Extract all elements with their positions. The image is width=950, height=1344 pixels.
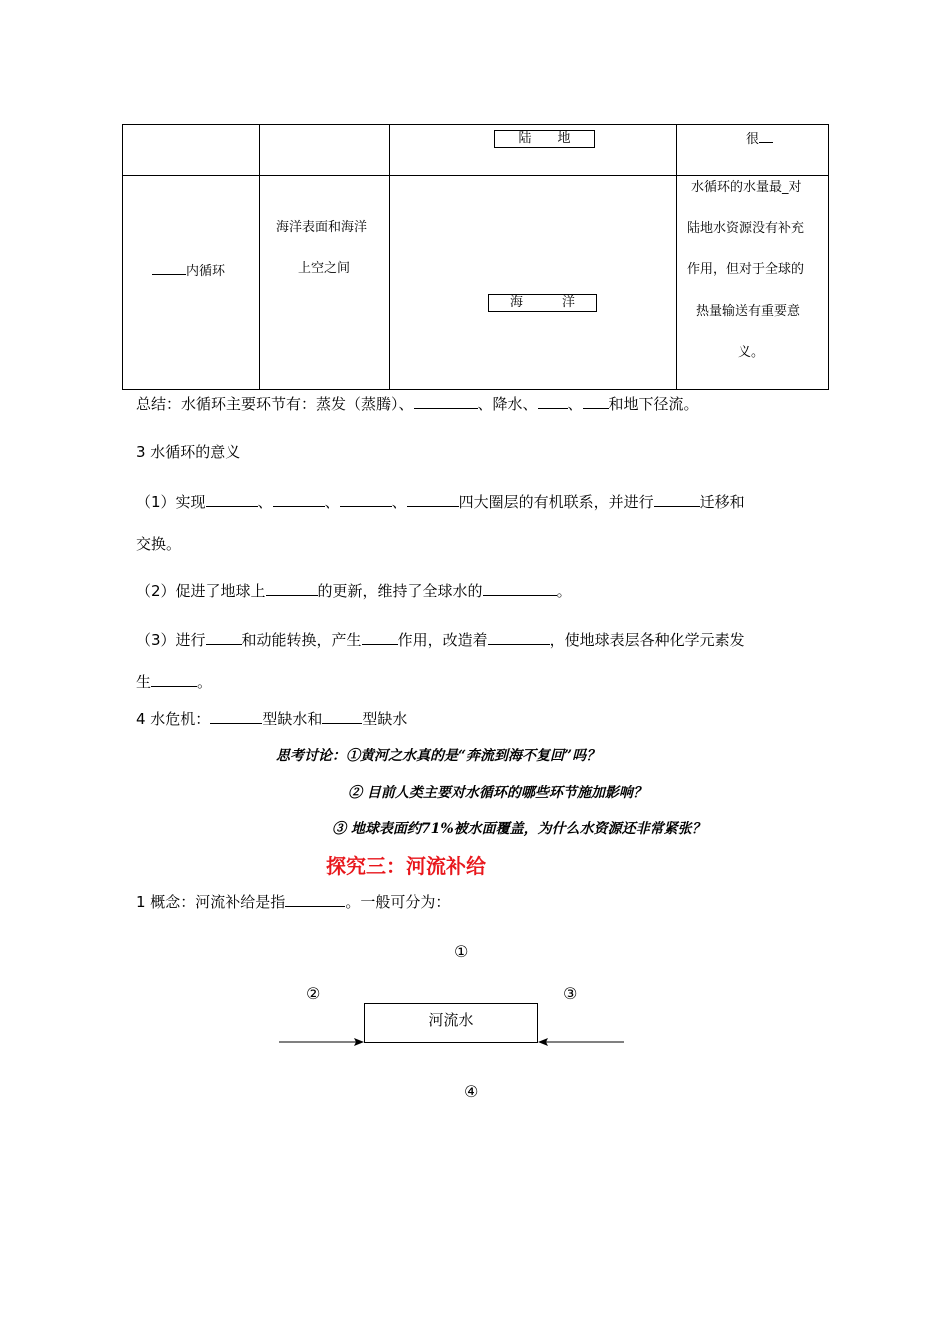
mark-4: ④	[464, 1082, 479, 1101]
row2-col4-line: 陆地水资源没有补充	[687, 221, 805, 236]
text: 四大圈层的有机联系，并进行	[458, 493, 654, 511]
text: ，使地球表层各种化学元素发	[549, 631, 745, 649]
text: 和动能转换，产生	[241, 631, 362, 649]
text: 、	[391, 493, 407, 511]
text: 、	[324, 493, 340, 511]
text: 作用，改造着	[397, 631, 488, 649]
row2-col2-line2: 上空之间	[298, 261, 351, 276]
text: 迁移和	[699, 493, 745, 511]
text: 。	[197, 673, 213, 691]
discussion-q2: ② 目前人类主要对水循环的哪些环节施加影响？	[348, 785, 647, 801]
text: 型缺水和	[262, 710, 323, 728]
summary-suffix: 和地下径流。	[608, 395, 699, 413]
ocean-label-box: 海 洋	[488, 294, 597, 312]
sec3-heading: 3 水循环的意义	[136, 443, 241, 461]
river-water-label: 河流水	[428, 1011, 474, 1029]
text: 的更新，维持了全球水的	[317, 582, 483, 600]
row2-col4-line: 热量输送有重要意	[696, 304, 801, 319]
discussion-q1: 思考讨论：①黄河之水真的是“奔流到海不复回”吗？	[276, 748, 601, 764]
row1-col4-word: 很	[746, 132, 760, 147]
inner-cycle-suffix: 内循环	[186, 264, 226, 279]
text: 4 水危机：	[136, 710, 211, 728]
section-title: 探究三：河流补给	[326, 854, 486, 878]
text: 。一般可分为：	[345, 893, 451, 911]
text: 生	[136, 673, 152, 691]
text: （1）实现	[136, 493, 206, 511]
text: 型缺水	[362, 710, 408, 728]
summary-sep1: 、降水、	[477, 395, 538, 413]
sec3-p1-line2: 交换。	[136, 535, 182, 553]
text: （2）促进了地球上	[136, 582, 266, 600]
mark-2: ②	[306, 984, 321, 1003]
land-label-box: 陆 地	[494, 130, 595, 148]
mark-1: ①	[454, 942, 469, 961]
discussion-q3: ③ 地球表面约71%被水面覆盖，为什么水资源还非常紧张？	[332, 821, 706, 837]
row2-col4-line: 作用，但对于全球的	[687, 262, 805, 277]
row2-col4-line: 义。	[738, 345, 765, 360]
row2-col2-line1: 海洋表面和海洋	[276, 220, 368, 235]
text: 、	[257, 493, 273, 511]
text: 。	[556, 582, 572, 600]
summary-prefix: 总结：水循环主要环节有：蒸发（蒸腾）、	[136, 395, 414, 413]
row2-col4-line: 水循环的水量最_对	[691, 180, 802, 195]
text: 1 概念：河流补给是指	[136, 893, 286, 911]
mark-3: ③	[563, 984, 578, 1003]
summary-sep2: 、	[567, 395, 583, 413]
text: （3）进行	[136, 631, 206, 649]
